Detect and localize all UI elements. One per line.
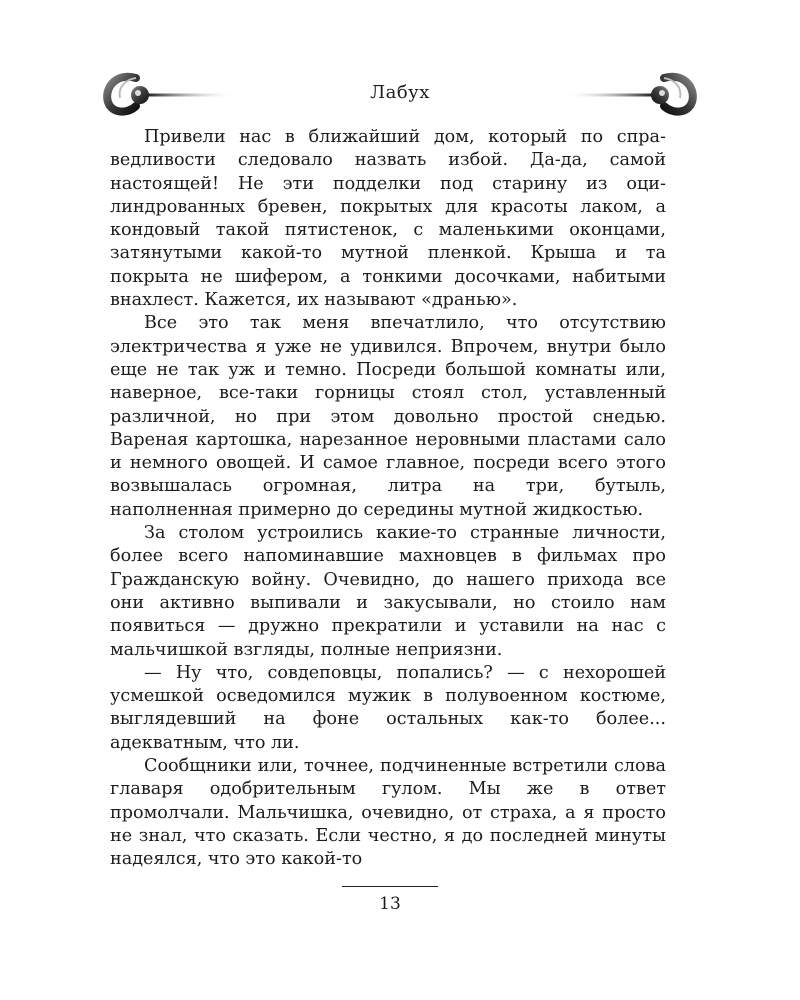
paragraph: За столом устроились какие-то странные личности, более всего напоминавшие махновцев в фильмах про Гражданскую войну. Очевидно, до нашего прихода все они активно выпивали и закусывали, но стоило нам появиться — дружно прекратили и уставили на нас с мальчишкой взгляды, полные неприязни. (110, 523, 666, 660)
page-number: 13 (379, 894, 401, 914)
paragraph: Все это так меня впечатлило, что отсутствию электричества я уже не удивился. Впрочем, внутри было еще не так уж и темно. Посреди большой комнаты или, наверное, все-таки горницы стоял стол, уставленный различной, но при этом довольно простой снедью. Вареная картошка, нарезанное неровными пластами сало и немного овощей. И самое главное, посреди всего этого возвышалась огромная, литра на три, бутыль, наполненная примерно до середины мутной жидкостью. (110, 313, 666, 520)
page-header (100, 68, 700, 118)
ornament-right-icon (560, 68, 700, 118)
paragraph: Привели нас в ближайший дом, который по справедливости следовало назвать избой. Да-да, самой настоящей! Не эти подделки под старину из оцилиндрованных бревен, покрытых для красоты лаком, а кондовый такой пятистенок, с маленькими оконцами, затянутыми какой-то мутной пленкой. Крыша и та покрыта не шифером, а тонкими досочками, набитыми внахлест. Кажется, их называют «дранью». (110, 127, 666, 311)
footer-rule (342, 886, 438, 887)
paragraph: — Ну что, совдеповцы, попались? — с нехорошей усмешкой осведомился мужик в полувоенном костюме, выглядевший на фоне остальных как-то более... адекватным, что ли. (110, 662, 666, 753)
running-title: Лабух (370, 82, 430, 103)
body-text (110, 126, 666, 872)
paragraph: Сообщники или, точнее, подчиненные встретили слова главаря одобрительным гулом. Мы же в ответ промолчали. Мальчишка, очевидно, от страха, а я просто не знал, что сказать. Если честно, я до последней минуты надеялся, что это какой-то (110, 756, 666, 870)
